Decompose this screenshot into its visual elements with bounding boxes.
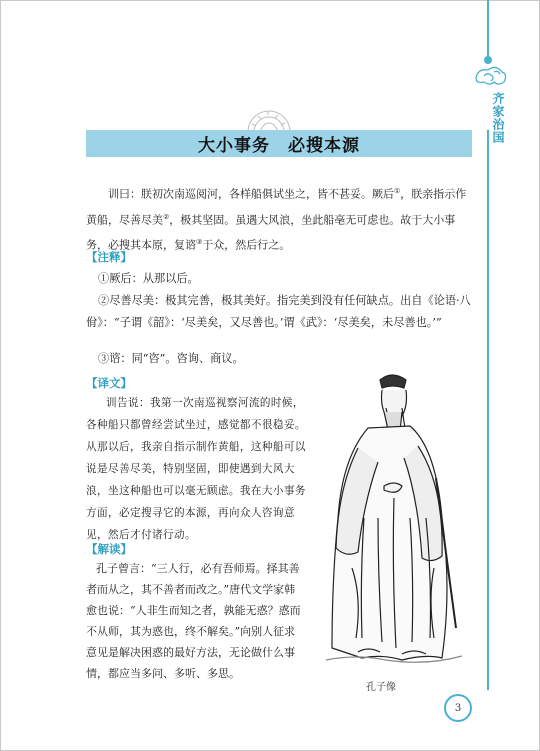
note-marker: ③ <box>196 238 203 247</box>
side-rule-bottom <box>487 130 489 690</box>
note-item: ③谘：同“咨”。咨询、商议。 <box>98 352 244 365</box>
original-text-part: ，极其坚固。虽遇大风浪，坐此船亳无可虑也。故于大小事务，必搜其本原，复谘 <box>86 213 456 252</box>
side-rule-top <box>487 0 489 58</box>
section-label: 齐家治国 <box>491 92 505 144</box>
interpretation-heading: 【解读】 <box>86 542 132 556</box>
figure-caption: 孔子像 <box>366 682 396 693</box>
note-marker: ② <box>163 212 170 221</box>
page-title: 大小事务 必搜本源 <box>198 136 360 156</box>
original-text-part: 于众，然后行之。 <box>202 238 291 252</box>
note-item: ①厥后：从那以后。 <box>98 272 199 285</box>
note-marker: ① <box>394 187 401 195</box>
page-number: 3 <box>444 694 472 722</box>
translation-heading: 【译文】 <box>86 376 132 390</box>
title-banner <box>86 130 472 157</box>
note-item: ②尽善尽美：极其完善，极其美好。指完美到没有任何缺点。出自《论语·八佾》：“子谓《韶》：‘尽美矣，又尽善也。’谓《武》：‘尽美矣，未尽善也。’” <box>86 294 471 329</box>
medallion-ornament-icon <box>246 98 292 132</box>
translation-text: 训告说：我第一次南巡视察河流的时候，各种船只都曾经尝试坐过，感觉都不很稳妥。从那以后，我亲自指示制作黄船，这种船可以说是尽善尽美，特别坚固，即使遇到大风大浪，坐这种船也可以毫无顾虑。我在大小事务方面，必定搜寻它的本源，再向众人咨询意见，然后才付诸行动。 <box>86 397 306 541</box>
notes-heading: 【注释】 <box>86 250 132 264</box>
cloud-ornament-icon <box>470 58 510 90</box>
original-text <box>86 180 472 257</box>
original-text-part: ，朕亲指示作黄船，尽善尽美 <box>86 187 467 227</box>
interpretation-text: 孔子曾言：“三人行，必有吾师焉。择其善者而从之，其不善者而改之。”唐代文学家韩愈也说：“人非生而知之者，孰能无惑？惑而不从师，其为惑也，终不解矣。”向别人征求意见是解决困惑的最好方法，无论做什么事情，都应当多问、多听、多思。 <box>86 562 301 680</box>
original-text-part: 训曰：朕初次南巡阅河，各样船俱试坐之，皆不甚妥。厥后 <box>108 187 394 201</box>
confucius-portrait-illustration <box>318 368 468 668</box>
